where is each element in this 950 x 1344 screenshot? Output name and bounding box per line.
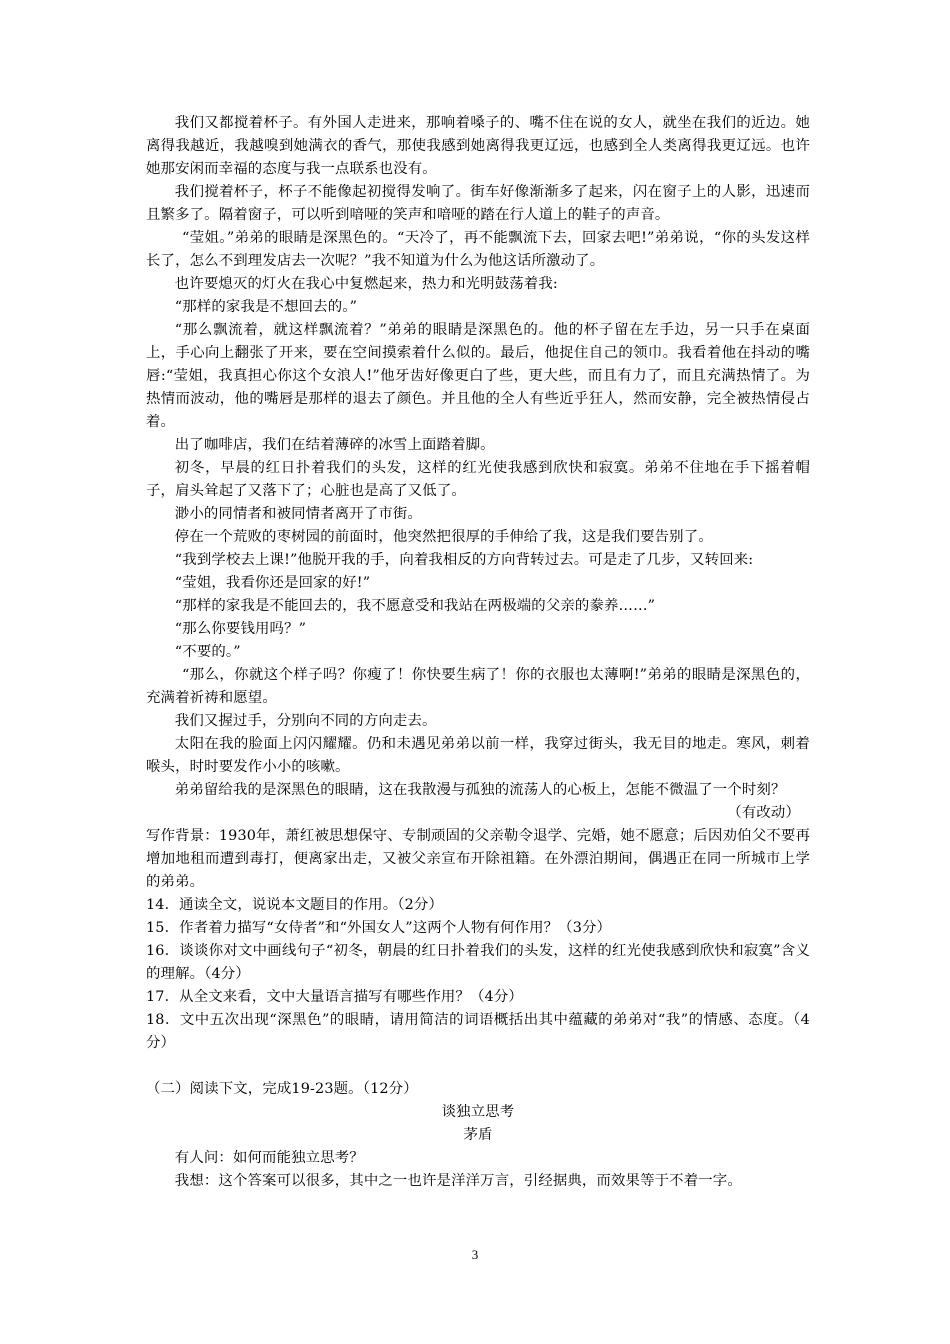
story-paragraph: 我们又都搅着杯子。有外国人走进来，那响着嗓子的、嘴不住在说的女人，就坐在我们的近边。她离得我越近，我越嗅到她满衣的香气，那使我感到她离得我更辽远，也感到全人类离得我更辽远。也许她那安闲而幸福的态度与我一点联系也没有。: [146, 115, 810, 177]
story-paragraph: “莹姐。”弟弟的眼睛是深黑色的。“天冷了，再不能飘流下去，回家去吧!”弟弟说，“你的头发这样长了，怎么不到理发店去一次呢？”我不知道为什么为他这话所激动了。: [146, 230, 810, 269]
question-14: 14．通读全文，说说本文题目的作用。（2分）: [146, 897, 443, 913]
question-15: 15．作者着力描写“女侍者”和“外国女人”这两个人物有何作用？（3分）: [146, 920, 612, 936]
essay-title: 谈独立思考: [441, 1104, 515, 1120]
story-paragraph: 停在一个荒败的枣树园的前面时，他突然把很厚的手伸给了我，这是我们要告别了。: [174, 529, 713, 545]
story-paragraph: 我们搅着杯子，杯子不能像起初搅得发响了。街车好像渐渐多了起来，闪在窗子上的人影，迅速而且繁多了。隔着窗子，可以听到喑哑的笑声和喑哑的踏在行人道上的鞋子的声音。: [146, 184, 810, 223]
revision-note: （有改动）: [727, 805, 800, 821]
story-paragraph: 太阳在我的脸面上闪闪耀耀。仍和未遇见弟弟以前一样，我穿过街头，我无目的地走。寒风，刺着喉头，时时要发作小小的咳嗽。: [146, 736, 810, 775]
story-paragraph: “那样的家我是不能回去的，我不愿意受和我站在两极端的父亲的豢养……”: [174, 598, 656, 614]
underlined-sentence-paragraph: 初冬，早晨的红日扑着我们的头发，这样的红光使我感到欣快和寂寞。弟弟不住地在手下摇着帽子，肩头耸起了又落下了；心脏也是高了又低了。: [146, 460, 810, 499]
story-paragraph: “那样的家我是不想回去的。”: [174, 299, 358, 315]
story-paragraph: “我到学校去上课!”他脱开我的手，向着我相反的方向背转过去。可是走了几步，又转回来:: [174, 552, 754, 568]
writing-background: 写作背景：1930年，萧红被思想保守、专制顽固的父亲勒令退学、完婚，她不愿意；后因劝伯父不要再增加地租而遭到毒打，便离家出走，又被父亲宣布开除祖籍。在外漂泊期间，偶遇正在同一所城市上学的弟弟。: [146, 828, 810, 890]
essay-paragraph: 有人问：如何而能独立思考？: [174, 1150, 364, 1166]
page-number: 3: [471, 1247, 479, 1262]
story-paragraph: “不要的。”: [174, 644, 241, 660]
question-18: 18．文中五次出现“深黑色”的眼睛，请用简洁的词语概括出其中蕴藏的弟弟对“我”的情感、态度。（4分）: [146, 1012, 810, 1051]
question-17: 17．从全文来看，文中大量语言描写有哪些作用？（4分）: [146, 989, 523, 1005]
essay-paragraph: 我想：这个答案可以很多，其中之一也许是洋洋万言，引经据典，而效果等于不着一字。: [174, 1173, 742, 1189]
section-2-heading: （二）阅读下文，完成19-23题。（12分）: [146, 1081, 418, 1097]
story-paragraph: “那么飘流着，就这样飘流着？”弟弟的眼睛是深黑色的。他的杯子留在左手边，另一只手在桌面上，手心向上翻张了开来，要在空间摸索着什么似的。最后，他捉住自己的领巾。我看着他在抖动的嘴唇:“莹姐，我真担心你这个女浪人!”他牙齿好像更白了些，更大些，而且有力了，而且充满热情了。为热情而波动，他的嘴唇是那样的退去了颜色。并且他的全人有些近乎狂人，然而安静，完全被热情侵占着。: [146, 322, 810, 430]
page-content: [146, 112, 810, 1193]
story-paragraph: “莹姐，我看你还是回家的好!”: [174, 575, 371, 591]
story-paragraph: 出了咖啡店，我们在结着薄碎的冰雪上面踏着脚。: [174, 437, 495, 453]
story-paragraph: 渺小的同情者和被同情者离开了市街。: [174, 506, 422, 522]
story-paragraph: 弟弟留给我的是深黑色的眼睛，这在我散漫与孤独的流荡人的心板上，怎能不微温了一个时刻？: [174, 782, 786, 798]
story-paragraph: 我们又握过手，分别向不同的方向走去。: [174, 713, 437, 729]
essay-author: 茅盾: [463, 1127, 493, 1143]
section-spacer: [146, 1055, 810, 1078]
story-paragraph: “那么，你就这个样子吗？你瘦了！你快要生病了！你的衣服也太薄啊!”弟弟的眼睛是深黑色的，充满着祈祷和愿望。: [146, 667, 810, 706]
story-paragraph: 也许要熄灭的灯火在我心中复燃起来，热力和光明鼓荡着我:: [174, 276, 558, 292]
story-paragraph: “那么你要钱用吗？”: [174, 621, 307, 637]
question-16: 16．谈谈你对文中画线句子“初冬，朝晨的红日扑着我们的头发，这样的红光使我感到欣快和寂寞”含义的理解。（4分）: [146, 943, 810, 982]
